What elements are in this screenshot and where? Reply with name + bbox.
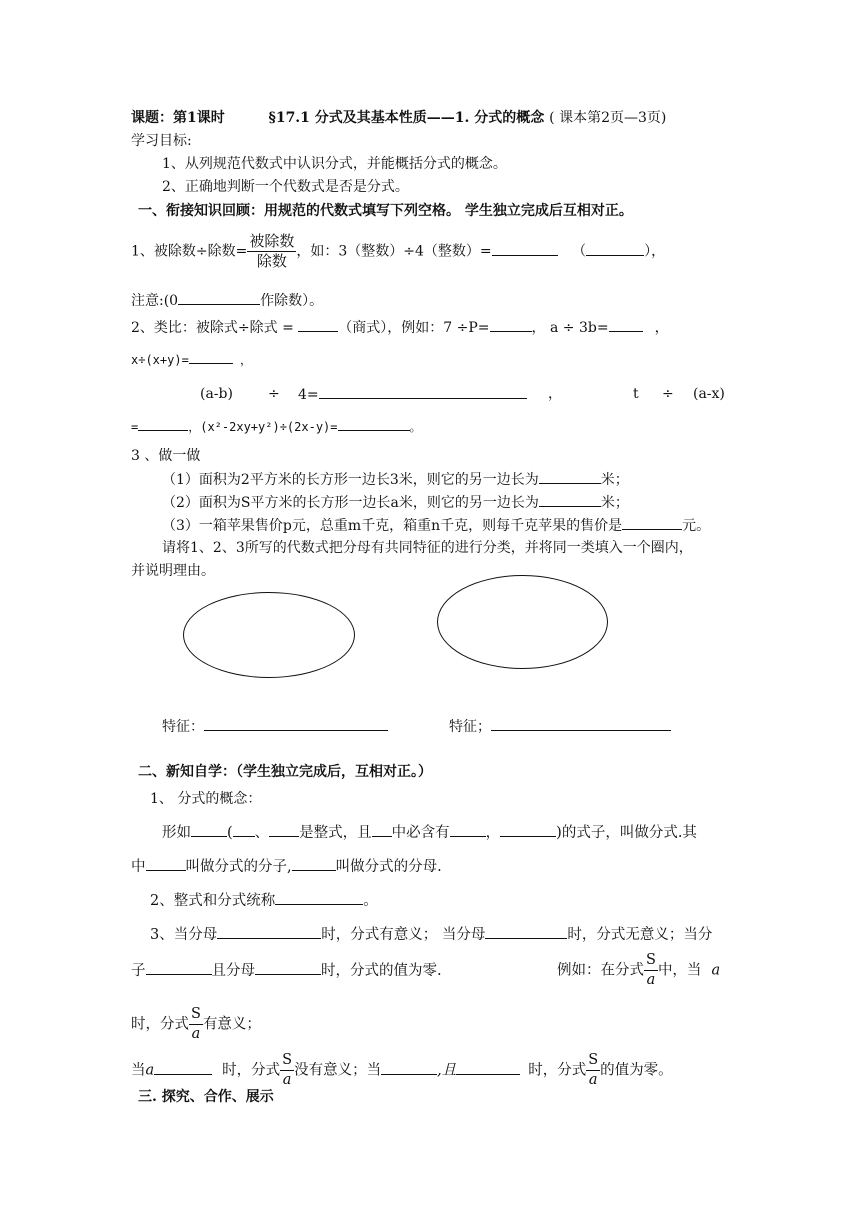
q2-line3 bbox=[200, 384, 233, 404]
example-line bbox=[557, 951, 720, 990]
objective-item: 2、正确地判断一个代数式是否是分式。 bbox=[162, 179, 409, 195]
q2-text: (a-x) bbox=[693, 386, 725, 402]
blank-field[interactable] bbox=[191, 822, 227, 837]
blank-field[interactable] bbox=[217, 924, 321, 939]
condition-line2 bbox=[131, 960, 442, 981]
blank-field[interactable] bbox=[292, 856, 336, 871]
def-text: 且分母 bbox=[211, 963, 255, 979]
def-text: 叫做分式的分子, bbox=[185, 859, 292, 875]
q2-text: ，(x²-2xy+y²)÷(2x-y)= bbox=[188, 420, 338, 434]
q2-text: 。 bbox=[409, 420, 422, 434]
blank-field[interactable] bbox=[372, 822, 392, 837]
q2-text: ， a ÷ 3b= bbox=[531, 320, 609, 336]
def-text: 时，分式的值为零. bbox=[321, 963, 442, 979]
def-text: 时，分式无意义；当分 bbox=[567, 927, 713, 943]
note-suffix: 作除数）。 bbox=[260, 293, 324, 309]
def-text: 时，分式 bbox=[528, 1062, 587, 1079]
blank-field[interactable] bbox=[500, 822, 556, 837]
q2-text: x÷(x+y)= bbox=[131, 353, 189, 367]
fraction-denominator: a bbox=[644, 970, 658, 990]
lesson-label: 课题：第1课时 bbox=[131, 110, 225, 126]
def-text: 的值为零。 bbox=[600, 1062, 673, 1079]
q2-line4 bbox=[131, 416, 422, 437]
fraction-numerator: S bbox=[588, 1052, 599, 1068]
q2-text: ÷ bbox=[268, 386, 280, 402]
blank-field[interactable] bbox=[269, 822, 299, 837]
section1-heading: 一、衔接知识回顾：用规范的代数式填写下列空格。 学生独立完成后互相对正。 bbox=[138, 203, 633, 219]
def-text: )的式子，叫做分式.其 bbox=[556, 825, 697, 841]
blank-field[interactable] bbox=[275, 890, 363, 905]
fraction-numerator: 被除数 bbox=[249, 232, 295, 250]
blank-field[interactable] bbox=[609, 317, 643, 332]
blank-field[interactable] bbox=[539, 469, 601, 484]
category-circle-2[interactable] bbox=[437, 575, 608, 669]
blank-field[interactable] bbox=[539, 492, 601, 507]
def-text: 当 bbox=[131, 1062, 146, 1079]
paren: （ bbox=[572, 243, 587, 260]
objectives-heading: 学习目标: bbox=[131, 133, 192, 149]
note-line bbox=[131, 290, 323, 311]
def-text: ,且 bbox=[437, 1062, 457, 1079]
fraction-denominator: a bbox=[280, 1070, 294, 1090]
q3-item bbox=[162, 492, 629, 513]
blank-field[interactable] bbox=[233, 822, 255, 837]
blank-field[interactable] bbox=[298, 317, 338, 332]
q1-example: ，如：3（整数）÷4（整数）= bbox=[296, 243, 492, 260]
q3-text: （3）一箱苹果售价p元，总重m千克，箱重n千克，则每千克苹果的售价是 bbox=[162, 518, 623, 534]
def-text: 是整式，且 bbox=[299, 825, 372, 841]
blank-field[interactable] bbox=[492, 241, 558, 256]
def-text: 子 bbox=[131, 963, 146, 979]
q3-text: 米； bbox=[600, 472, 629, 488]
blank-field[interactable] bbox=[189, 349, 233, 364]
blank-field[interactable] bbox=[456, 1060, 520, 1075]
q3-text: 米； bbox=[600, 495, 629, 511]
classify-line: 并说明理由。 bbox=[131, 563, 215, 579]
definition-line1 bbox=[162, 822, 697, 843]
q1-line bbox=[131, 232, 665, 271]
fraction-denominator: 除数 bbox=[247, 251, 296, 271]
paren: ）， bbox=[644, 243, 666, 260]
condition-line4 bbox=[131, 1051, 673, 1090]
fraction-denominator: a bbox=[586, 1070, 600, 1090]
blank-field[interactable] bbox=[485, 924, 567, 939]
q2-text: (a-b) bbox=[200, 386, 233, 402]
blank-field[interactable] bbox=[622, 515, 682, 530]
q2-text: （商式），例如：7 ÷P= bbox=[338, 320, 490, 336]
blank-field[interactable] bbox=[381, 1060, 437, 1075]
fraction-s-over-a bbox=[189, 1005, 203, 1044]
concept-heading: 1、 分式的概念： bbox=[150, 791, 262, 807]
def-text: 例如：在分式 bbox=[557, 962, 644, 979]
def-text: ， bbox=[485, 825, 501, 841]
fraction-numerator: S bbox=[646, 952, 656, 968]
q2-text: ， bbox=[240, 353, 253, 367]
q3-text: 元。 bbox=[682, 518, 711, 534]
condition-line1 bbox=[150, 924, 712, 945]
blank-field[interactable] bbox=[154, 1060, 212, 1075]
definition-line2 bbox=[131, 856, 442, 877]
blank-field[interactable] bbox=[255, 960, 321, 975]
q2-text: ， bbox=[654, 320, 669, 336]
q2-text: = bbox=[131, 420, 139, 434]
def-text: 3、当分母 bbox=[150, 927, 218, 943]
def-text: 中，当 bbox=[657, 962, 702, 979]
blank-field[interactable] bbox=[338, 416, 410, 431]
blank-field[interactable] bbox=[146, 856, 186, 871]
blank-field[interactable] bbox=[586, 241, 644, 256]
section2-heading: 二、新知自学：（学生独立完成后，互相对正。） bbox=[138, 764, 432, 780]
blank-field[interactable] bbox=[450, 822, 486, 837]
condition-line3 bbox=[131, 1005, 261, 1044]
blank-field[interactable] bbox=[178, 290, 260, 305]
lesson-title bbox=[131, 108, 666, 128]
q2-text: t bbox=[633, 386, 639, 402]
fraction-numerator: S bbox=[191, 1006, 201, 1022]
def-text: 有意义； bbox=[202, 1016, 261, 1033]
def-text: 没有意义；当 bbox=[294, 1062, 382, 1079]
blank-field[interactable] bbox=[204, 716, 388, 731]
q2-text: 2、类比：被除式÷除式 = bbox=[131, 320, 294, 336]
def-text: 时，分式 bbox=[131, 1016, 189, 1033]
def-text: 时，分式有意义； 当分母 bbox=[321, 927, 486, 943]
blank-field[interactable] bbox=[146, 960, 212, 975]
q2-line3-b bbox=[298, 384, 527, 405]
feature-label: 特征： bbox=[162, 719, 204, 735]
q3-item bbox=[162, 469, 629, 490]
classify-line: 请将1、2、3所写的代数式把分母有共同特征的进行分类，并将同一类填入一个圈内， bbox=[162, 540, 693, 556]
def-text: 、 bbox=[254, 825, 270, 841]
objective-item: 1、从列规范代数式中认识分式，并能概括分式的概念。 bbox=[162, 156, 507, 172]
def-text: 。 bbox=[363, 893, 378, 909]
note-prefix: 注意:(0 bbox=[131, 293, 179, 309]
fraction-s-over-a bbox=[586, 1051, 600, 1090]
q1-fraction bbox=[247, 232, 296, 271]
lesson-pages: ( 课本第2页—3页) bbox=[549, 110, 667, 126]
q2-text: ， bbox=[548, 386, 562, 402]
def-text: 中 bbox=[131, 859, 146, 875]
def-text: 中必含有 bbox=[391, 825, 450, 841]
fraction-s-over-a bbox=[644, 951, 658, 990]
q2-line1 bbox=[131, 317, 669, 338]
feature-1 bbox=[162, 716, 388, 737]
feature-2 bbox=[449, 716, 671, 737]
def-text: 2、整式和分式统称 bbox=[150, 893, 276, 909]
q3-item bbox=[162, 515, 710, 536]
fraction-s-over-a bbox=[280, 1051, 294, 1090]
blank-field[interactable] bbox=[490, 317, 532, 332]
section3-heading: 三. 探究、合作、展示 bbox=[138, 1089, 274, 1105]
blank-field[interactable] bbox=[491, 716, 671, 731]
def-text: ( bbox=[227, 825, 233, 841]
fraction-denominator: a bbox=[189, 1024, 203, 1044]
q1-prefix: 1、被除数÷除数= bbox=[131, 243, 248, 260]
fraction-numerator: S bbox=[282, 1052, 293, 1068]
general-term-line bbox=[150, 890, 378, 911]
def-text: 形如 bbox=[162, 825, 191, 841]
def-text: 叫做分式的分母. bbox=[335, 859, 442, 875]
q2-text: ÷ bbox=[662, 386, 674, 402]
category-circle-1[interactable] bbox=[183, 592, 355, 678]
def-text: 时，分式 bbox=[222, 1062, 281, 1079]
lesson-section: §17.1 分式及其基本性质——1. 分式的概念 bbox=[268, 110, 545, 126]
variable-a: a bbox=[711, 962, 721, 979]
q2-line2 bbox=[131, 349, 252, 370]
q3-text: （2）面积为S平方米的长方形一边长a米，则它的另一边长为 bbox=[162, 495, 539, 511]
q2-text: 4= bbox=[298, 387, 319, 403]
q3-heading: 3 、做一做 bbox=[131, 448, 201, 464]
q3-text: （1）面积为2平方米的长方形一边长3米，则它的另一边长为 bbox=[162, 472, 539, 488]
blank-field[interactable] bbox=[319, 384, 527, 399]
blank-field[interactable] bbox=[138, 416, 188, 431]
feature-label: 特征； bbox=[449, 719, 491, 735]
variable-a: a bbox=[145, 1062, 155, 1079]
